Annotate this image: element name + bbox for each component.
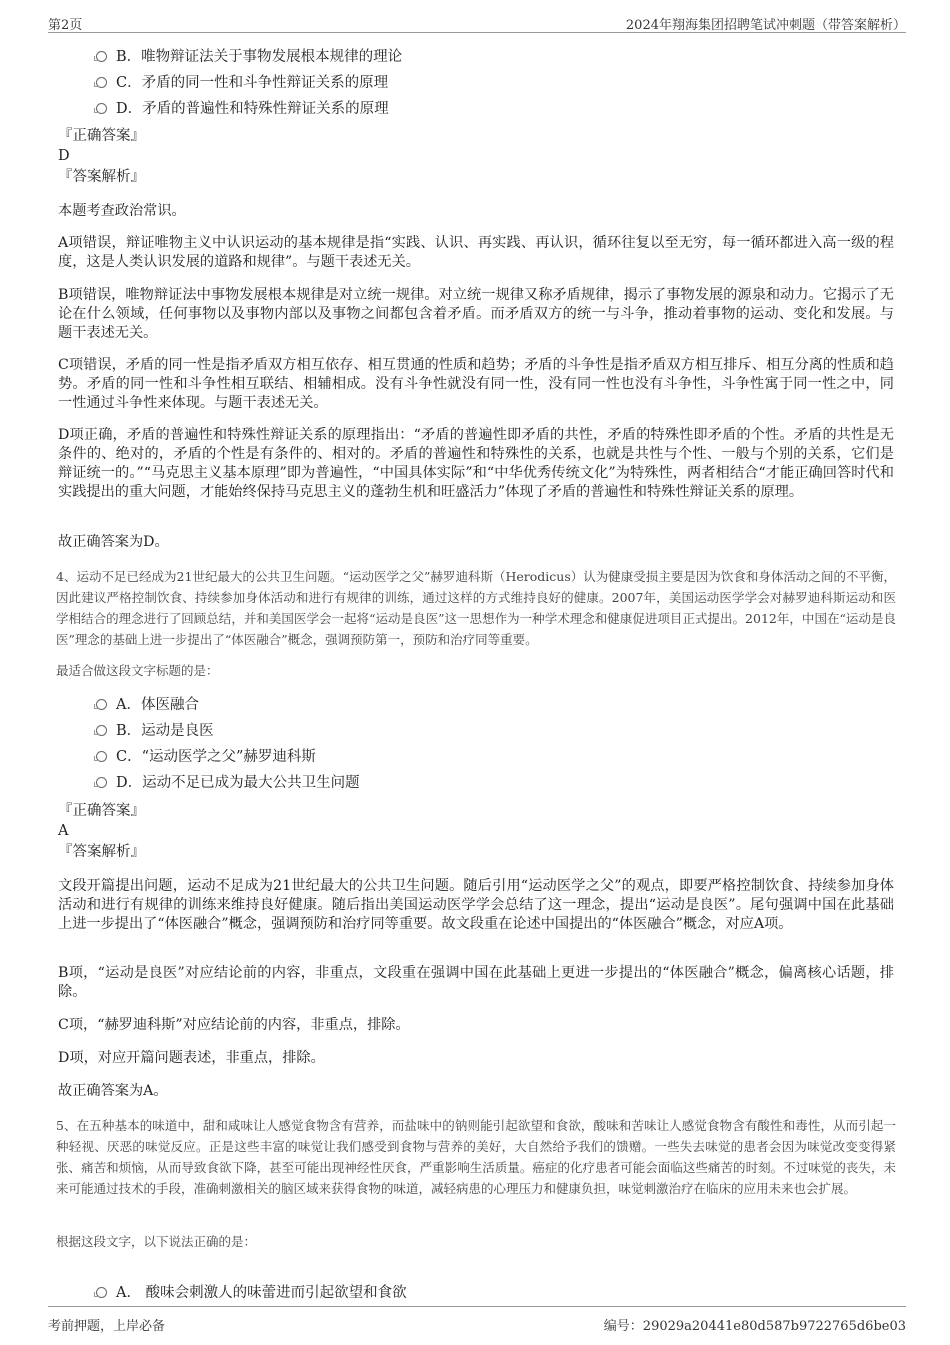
q4-stem: 4、运动不足已经成为21世纪最大的公共卫生问题。“运动医学之父”赫罗迪科斯（Herodicus）认为健康受损主要是因为饮食和身体活动之间的不平衡，因此建议严格控制饮食、持续参加身体活动和进行有规律的训练，通过这样的方式维持良好的健康。2007年，美国运动医学学会对赫罗迪科斯运动和医学相结合的理念进行了回顾总结，并和美国医学会一起将“运动是良医”这一思想作为一种学术理念和健康促进项目正式提出。2012年，中国在“运动是良医”理念的基础上进一步提出了“体医融合”概念，强调预防第一，预防和治疗同等重要。 — [56, 569, 896, 647]
q4-analysis-c: C项，“赫罗迪科斯”对应结论前的内容，非重点，排除。 — [58, 1017, 410, 1033]
q4-option-c[interactable]: C．“运动医学之父”赫罗迪科斯 — [96, 747, 316, 767]
q4-conclusion: 故正确答案为A。 — [58, 1083, 168, 1099]
page-number: 第2页 — [48, 18, 83, 33]
q4-option-d[interactable]: D．运动不足已成为最大公共卫生问题 — [96, 773, 360, 793]
q3-option-d[interactable]: D．矛盾的普遍性和特殊性辩证关系的原理 — [96, 99, 389, 119]
document-code — [604, 1315, 906, 1334]
q3-answer-label: 『正确答案』 — [58, 128, 145, 144]
q4-answer-label: 『正确答案』 — [58, 803, 145, 819]
radio-icon[interactable] — [96, 725, 107, 736]
code-label: 编号： — [603, 1319, 643, 1334]
q5-prompt: 根据这段文字，以下说法正确的是： — [56, 1234, 257, 1249]
q3-analysis-b: B项错误，唯物辩证法中事物发展根本规律是对立统一规律。对立统一规律又称矛盾规律，揭示了事物发展的源泉和动力。它揭示了无论在什么领域，任何事物以及事物内部以及事物之间都包含着矛盾。而矛盾双方的统一与斗争，推动着事物的运动、变化和发展。与题干表述无关。 — [58, 287, 894, 341]
footer-slogan: 考前押题，上岸必备 — [48, 1319, 166, 1334]
q4-analysis-b: B项，“运动是良医”对应结论前的内容，非重点，文段重在强调中国在此基础上更进一步提出的“体医融合”概念，偏离核心话题，排除。 — [58, 965, 894, 1000]
q4-prompt: 最适合做这段文字标题的是： — [56, 663, 219, 678]
page-header — [48, 12, 906, 33]
q3-analysis-intro: 本题考查政治常识。 — [58, 203, 186, 219]
radio-icon[interactable] — [96, 699, 107, 710]
radio-icon[interactable] — [96, 777, 107, 788]
radio-icon[interactable] — [96, 51, 107, 62]
radio-icon[interactable] — [96, 1287, 107, 1298]
q3-option-c[interactable]: C．矛盾的同一性和斗争性辩证关系的原理 — [96, 73, 388, 93]
radio-icon[interactable] — [96, 751, 107, 762]
radio-icon[interactable] — [96, 77, 107, 88]
q3-analysis-label: 『答案解析』 — [58, 169, 145, 185]
q4-option-a[interactable]: A．体医融合 — [96, 695, 199, 715]
radio-icon[interactable] — [96, 103, 107, 114]
q5-stem: 5、在五种基本的味道中，甜和咸味让人感觉食物含有营养，而盐味中的钠则能引起欲望和食欲，酸味和苦味让人感觉食物含有酸性和毒性，从而引起一种轻视、厌恶的味觉反应。正是这些丰富的味觉让我们感受到食物与营养的美好，大自然给予我们的馈赠。一些失去味觉的患者会因为味觉改变变得紧张、痛苦和烦恼，从而导致食欲下降，甚至可能出现神经性厌食，严重影响生活质量。癌症的化疗患者可能会面临这些痛苦的时刻。不过味觉的丧失，未来可能通过技术的手段，准确刺激相关的脑区域来获得食物的味道，减轻病患的心理压力和健康负担，味觉刺激治疗在临床的应用未来也会扩展。 — [56, 1118, 896, 1196]
code-value: 29029a20441e80d587b9722765d6be03 — [642, 1319, 906, 1334]
q3-analysis-a: A项错误，辩证唯物主义中认识运动的基本规律是指“实践、认识、再实践、再认识，循环往复以至无穷，每一循环都进入高一级的程度，这是人类认识发展的道路和规律”。与题干表述无关。 — [58, 235, 894, 270]
q4-analysis-d: D项，对应开篇问题表述，非重点，排除。 — [58, 1050, 325, 1066]
q3-option-b[interactable]: B．唯物辩证法关于事物发展根本规律的理论 — [96, 47, 402, 67]
q3-answer: D — [58, 148, 70, 164]
page-footer — [48, 1306, 906, 1335]
q3-analysis-c: C项错误，矛盾的同一性是指矛盾双方相互依存、相互贯通的性质和趋势；矛盾的斗争性是指矛盾双方相互排斥、相互分离的性质和趋势。矛盾的同一性和斗争性相互联结、相辅相成。没有斗争性就没有同一性，没有同一性也没有斗争性，斗争性寓于同一性之中，同一性通过斗争性来体现。与题干表述无关。 — [58, 357, 894, 411]
q4-answer: A — [58, 823, 69, 839]
document-title: 2024年翔海集团招聘笔试冲刺题（带答案解析） — [625, 18, 906, 33]
q4-option-b[interactable]: B．运动是良医 — [96, 721, 214, 741]
q4-analysis-main: 文段开篇提出问题，运动不足成为21世纪最大的公共卫生问题。随后引用“运动医学之父”的观点，即要严格控制饮食、持续参加身体活动和进行有规律的训练来维持良好健康。随后指出美国运动医学学会总结了这一理念，提出“运动是良医”。尾句强调中国在此基础上进一步提出了“体医融合”概念，强调预防和治疗同等重要。故文段重在论述中国提出的“体医融合”概念，对应A项。 — [58, 878, 894, 932]
q4-analysis-label: 『答案解析』 — [58, 844, 145, 860]
q3-conclusion: 故正确答案为D。 — [58, 534, 169, 550]
q3-analysis-d: D项正确，矛盾的普遍性和特殊性辩证关系的原理指出：“矛盾的普遍性即矛盾的共性，矛盾的特殊性即矛盾的个性。矛盾的共性是无条件的、绝对的，矛盾的个性是有条件的、相对的。矛盾的普遍性和特殊性的关系，也就是共性与个性、一般与个别的关系，它们是辩证统一的。”“马克思主义基本原理”即为普遍性，“中国具体实际”和“中华优秀传统文化”为特殊性，两者相结合“才能正确回答时代和实践提出的重大问题，才能始终保持马克思主义的蓬勃生机和旺盛活力”体现了矛盾的普遍性和特殊性辩证关系的原理。 — [58, 427, 894, 500]
q5-option-a[interactable]: A． 酸味会刺激人的味蕾进而引起欲望和食欲 — [96, 1283, 407, 1303]
